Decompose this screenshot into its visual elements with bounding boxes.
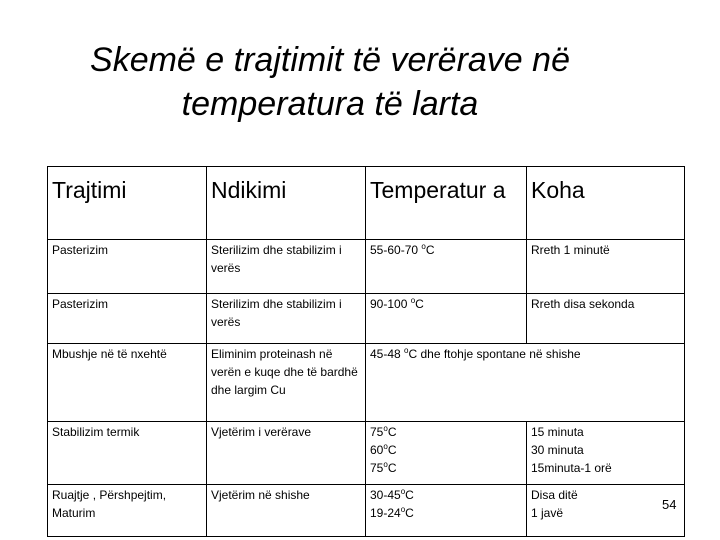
page-number: 54 [662,497,677,512]
time-line: 15 minuta [531,425,584,439]
cell-effect: Vjetërim në shishe [207,485,366,537]
header-effect: Ndikimi [207,167,366,240]
table-header-row [48,167,685,240]
time-line: 1 javë [531,506,564,520]
temperature-line: 75$^o$C [370,424,397,439]
cell-time [527,485,685,537]
temperature-line: 90-100 $^o$C [370,296,424,311]
cell-time [527,240,685,294]
cell-time [527,422,685,485]
time-line: Rreth 1 minutë [531,243,610,257]
cell-treatment: Ruajtje , Përshpejtim, Maturim [48,485,207,537]
temperature-line: 75$^o$C [370,460,397,475]
treatment-table [47,166,685,537]
temperature-line: 60$^o$C [370,442,397,457]
table-row [48,485,685,537]
cell-time [527,294,685,344]
cell-effect: Sterilizim dhe stabilizim i verës [207,240,366,294]
cell-merged-temperature-time: 45-48 $^o$C dhe ftohje spontane në shishe [366,344,685,422]
time-line: 30 minuta [531,443,584,457]
title-line-1: Skemë e trajtimit të verërave në [90,41,570,79]
table-row [48,240,685,294]
cell-effect: Sterilizim dhe stabilizim i verës [207,294,366,344]
cell-treatment: Stabilizim termik [48,422,207,485]
cell-treatment: Mbushje në të nxehtë [48,344,207,422]
cell-treatment: Pasterizim [48,294,207,344]
cell-treatment: Pasterizim [48,240,207,294]
time-line: 15minuta-1 orë [531,461,612,475]
table-row [48,422,685,485]
header-time: Koha [527,167,685,240]
temperature-line: 55-60-70 $^o$C [370,242,435,257]
cell-temperature [366,485,527,537]
time-line: Rreth disa sekonda [531,297,635,311]
cell-temperature [366,240,527,294]
table-row [48,294,685,344]
header-temperature: Temperatur a [366,167,527,240]
temperature-line: 19-24$^o$C [370,505,414,520]
slide-title [0,38,660,126]
cell-temperature [366,422,527,485]
cell-effect: Eliminim proteinash në verën e kuqe dhe të bardhë dhe largim Cu [207,344,366,422]
temperature-line: 30-45$^o$C [370,487,414,502]
cell-temperature [366,294,527,344]
header-treatment: Trajtimi [48,167,207,240]
table-row [48,344,685,422]
cell-effect: Vjetërim i verërave [207,422,366,485]
title-line-2: temperatura të larta [181,85,479,123]
time-line: Disa ditë [531,488,578,502]
